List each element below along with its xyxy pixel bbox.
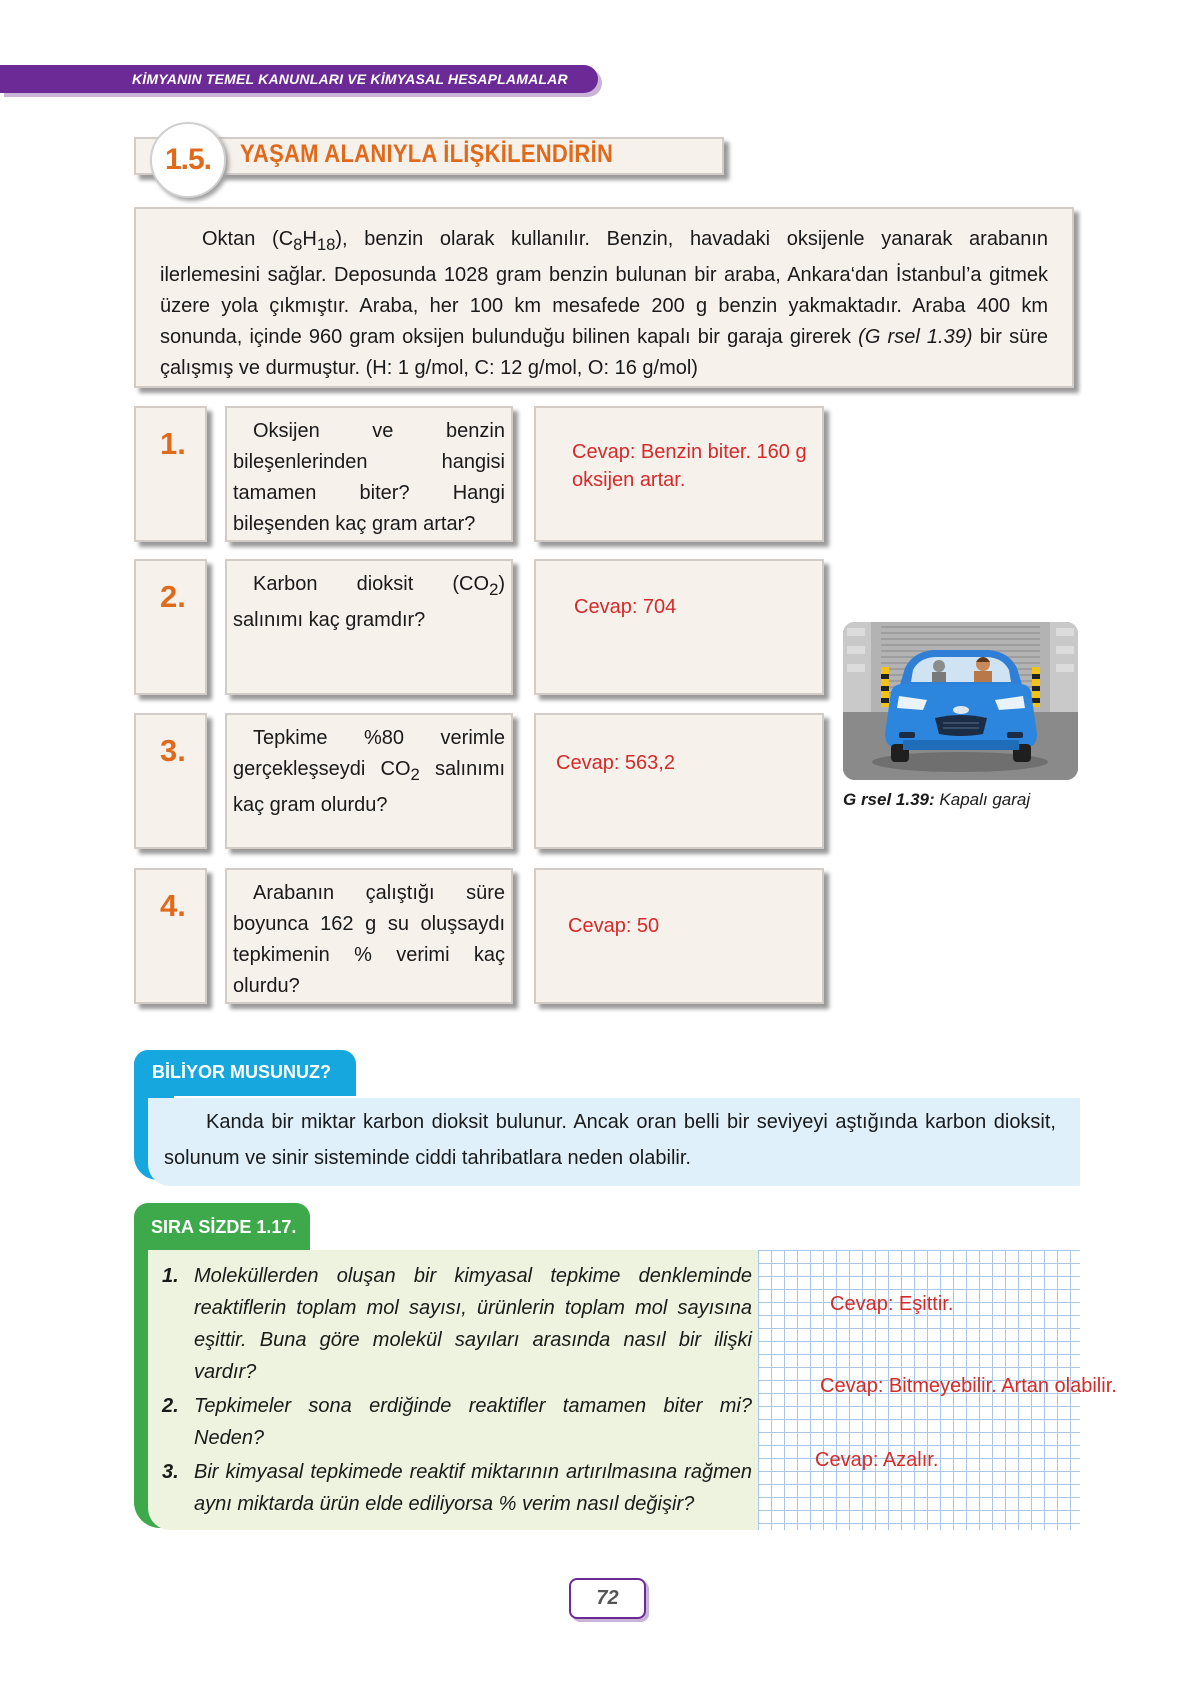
your-turn-item (162, 1390, 752, 1454)
question-text-box (225, 868, 513, 1004)
figure-caption-text: Kapalı garaj (934, 790, 1031, 809)
question-number-box (134, 713, 207, 849)
answer-box (534, 406, 824, 542)
your-turn-title: SIRA SİZDE 1.17. (151, 1217, 297, 1237)
intro-sub-2: 18 (316, 235, 336, 254)
intro-text-4: bir süre çalışmış ve durmuştur. (H: 1 g/mol, C: 12 g/mol, O: 16 g/mol) (160, 326, 1048, 379)
section-number-badge (150, 122, 226, 198)
answer-box (534, 868, 824, 1004)
section-number: 1.5. (164, 143, 212, 176)
question-subscript: 2 (489, 580, 499, 599)
intro-sub-1: 8 (293, 235, 303, 254)
car-in-garage-image (843, 622, 1078, 780)
question-text-end: ) salınımı kaç gramdır? (233, 573, 505, 631)
intro-text-3: ), benzin olarak kullanılır. Benzin, havadaki oksijenle yanarak arabanın ilerlemesini sağlar. Deposunda 1028 gram benzin bulunan bir araba, Ankara‘dan İstanbul’a gitmek üzere yola çıkmıştır. Araba, her 100 km mesafede 200 g benzin yakmaktadır. Araba 400 km sonunda, içinde 960 gram oksijen bulunduğu bilinen kapalı bir garaja girerek (160, 228, 1048, 348)
question-text: Arabanın çalıştığı süre boyunca 162 g su oluşsaydı tepkimenin % verimi kaç olurdu? (233, 882, 505, 997)
answer-box (534, 559, 824, 695)
figure-caption (843, 790, 1030, 810)
did-you-know-title: BİLİYOR MUSUNUZ? (152, 1062, 331, 1082)
answer-text: Cevap: Benzin biter. 160 g (572, 441, 807, 463)
question-number-box (134, 868, 207, 1004)
did-you-know-box (148, 1098, 1080, 1186)
question-text: Tepkime %80 verimle gerçekleşseydi CO (233, 727, 505, 780)
your-turn-item-number: 3. (162, 1461, 179, 1483)
answer-text: Cevap: 563,2 (556, 752, 675, 774)
page-number-box (569, 1578, 646, 1619)
figure-reference: (G rsel 1.39) (858, 326, 973, 348)
your-turn-tab (134, 1203, 310, 1251)
chapter-title: KİMYANIN TEMEL KANUNLARI VE KİMYASAL HESAPLAMALAR (132, 71, 568, 87)
section-title: YAŞAM ALANIYLA İLİŞKİLENDİRİN (240, 140, 614, 168)
question-text-end: salınımı kaç gram olurdu? (233, 758, 505, 816)
figure-label: G rsel 1.39: (843, 790, 935, 809)
question-number-box (134, 559, 207, 695)
your-turn-item (162, 1456, 752, 1520)
answer-text: Cevap: 704 (574, 596, 677, 618)
answer-box (534, 713, 824, 849)
your-turn-answer: Cevap: Bitmeyebilir. Artan olabilir. (820, 1375, 1117, 1397)
your-turn-answer: Cevap: Eşittir. (830, 1293, 954, 1315)
question-text: Oksijen ve benzin bileşenlerinden hangisi tamamen biter? Hangi bileşenden kaç gram artar? (233, 420, 505, 535)
chapter-header-bar (0, 65, 598, 93)
your-turn-questions-box (148, 1250, 758, 1530)
question-subscript: 2 (410, 765, 420, 784)
your-turn-item-number: 2. (162, 1395, 179, 1417)
intro-text-1: Oktan (C (202, 228, 294, 250)
your-turn-item-text: Bir kimyasal tepkimede reaktif miktarının artırılmasına rağmen aynı miktarda ürün elde ediliyorsa % verim nasıl değişir? (194, 1461, 752, 1515)
question-text-box (225, 559, 513, 695)
question-number: 1. (160, 426, 186, 461)
question-number-box (134, 406, 207, 542)
question-number: 3. (160, 733, 186, 768)
question-text-box (225, 406, 513, 542)
answer-text: Cevap: 50 (568, 915, 660, 937)
your-turn-answer: Cevap: Azalır. (815, 1449, 939, 1471)
page-number: 72 (596, 1587, 619, 1609)
answer-text-line2: oksijen artar. (572, 469, 686, 491)
your-turn-item (162, 1260, 752, 1388)
your-turn-item-text: Moleküllerden oluşan bir kimyasal tepkime denkleminde reaktiflerin toplam mol sayısı, ürünlerin toplam mol sayısına eşittir. Buna göre molekül sayıları arasında nasıl bir ilişki vardır? (194, 1265, 752, 1383)
did-you-know-text: Kanda bir miktar karbon dioksit bulunur. Ancak oran belli bir seviyeyi aştığında karbon dioksit, solunum ve sinir sisteminde ciddi tahribatlara neden olabilir. (164, 1111, 1056, 1169)
your-turn-item-text: Tepkimeler sona erdiğinde reaktifler tamamen biter mi? Neden? (194, 1395, 752, 1449)
intro-paragraph (134, 207, 1074, 388)
intro-text-2: H (302, 228, 317, 250)
garage-car-illustration (843, 622, 1078, 780)
question-text-box (225, 713, 513, 849)
your-turn-item-number: 1. (162, 1265, 179, 1287)
question-number: 2. (160, 579, 186, 614)
question-text: Karbon dioksit (CO (253, 573, 490, 595)
question-number: 4. (160, 888, 186, 923)
